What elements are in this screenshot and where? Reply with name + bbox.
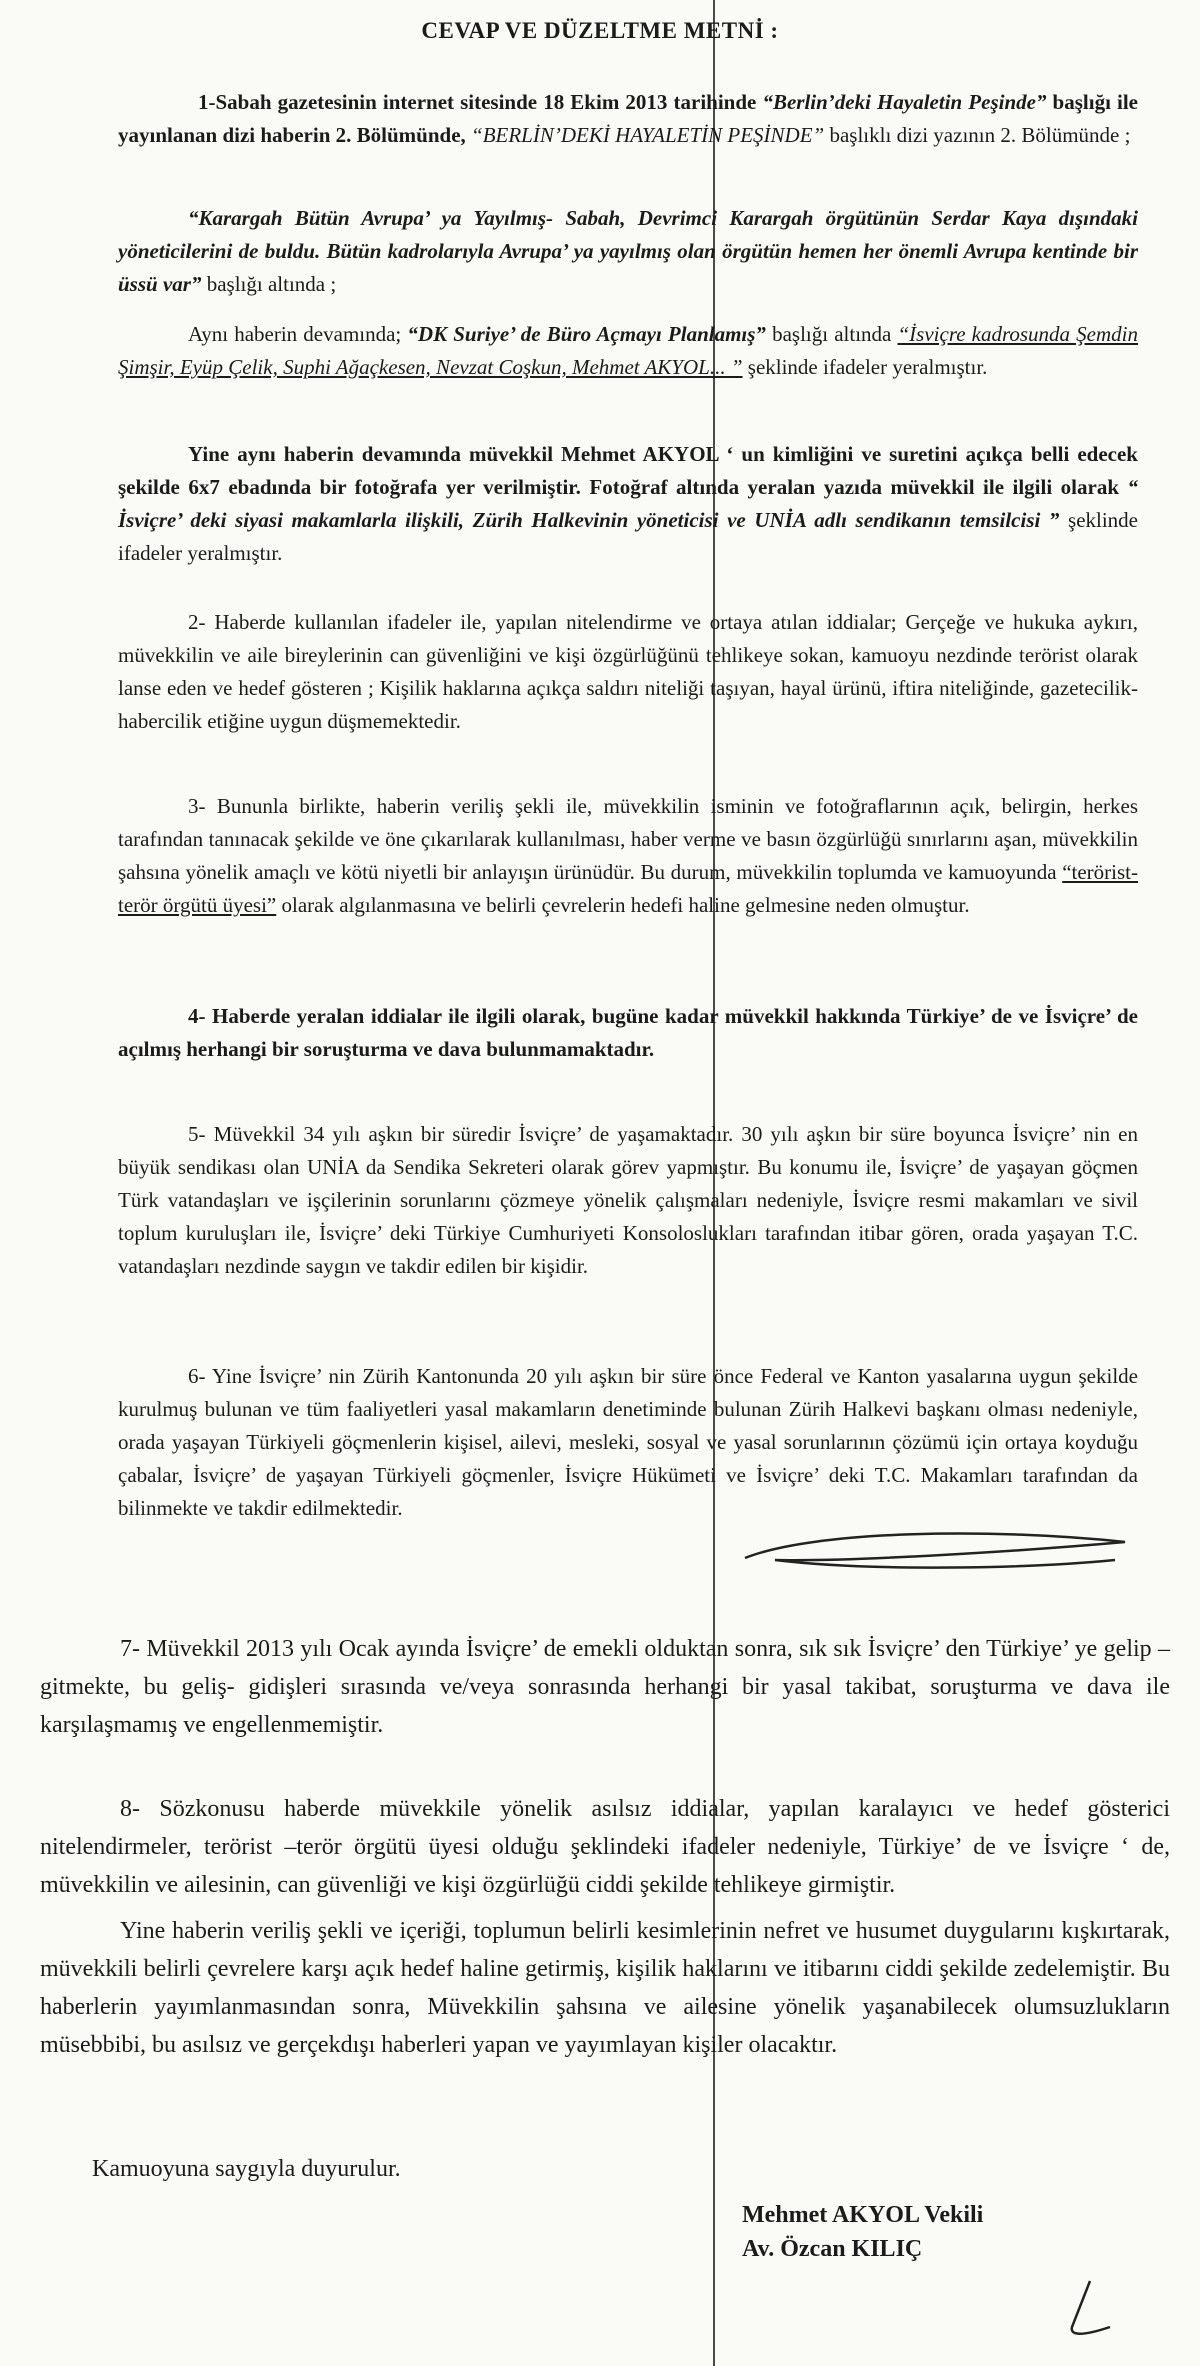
p3-text-c: olarak algılanmasına ve belirli çevrelerin hedefi haline gelmesine neden olmuştur.: [281, 893, 970, 917]
signature-scribble: [1050, 2275, 1120, 2345]
p1d-caption-quote: “ İsviçre’ deki siyasi makamlarla ilişkili, Zürih Halkevinin yöneticisi ve UNİA adlı sendikanın temsilcisi ”: [118, 475, 1138, 532]
paragraph-6: [118, 1360, 1138, 1525]
signature-line-1: Mehmet AKYOL Vekili: [742, 2202, 984, 2228]
paragraph-2: [118, 606, 1138, 738]
paragraph-1: [118, 86, 1138, 152]
p1c-subheading: “DK Suriye’ de Büro Açmayı Planlamış”: [407, 322, 766, 346]
p2-text: 2- Haberde kullanılan ifadeler ile, yapılan nitelendirme ve ortaya atılan iddialar; Gerçeğe ve hukuka aykırı, müvekkilin ve aile bireylerinin can güvenliğini ve kişi özgürlüğünü tehlikeye sokan, kamuoyu nezdinde terörist olarak lanse eden ve hedef gösteren ; Kişilik haklarına açıkça saldırı niteliği taşıyan, hayal ürünü, iftira niteliğinde, gazetecilik-habercilik etiğine uygun düşmemektedir.: [118, 610, 1138, 733]
p1-text-a: 1-Sabah gazetesinin internet sitesinde 18 Ekim 2013 tarihinde: [198, 90, 757, 114]
p1c-text-c: başlığı altında: [772, 322, 892, 346]
paragraph-8: [40, 1790, 1170, 1904]
p3-text-a: 3- Bununla birlikte, haberin veriliş şekli ile, müvekkilin isminin ve fotoğraflarının açık, belirgin, herkes tarafından tanınacak şekilde ve öne çıkarılarak kullanılması, haber verme ve basın özgürlüğü sınırlarını aşan, müvekkilin şahsına yönelik amaçlı ve kötü niyetli bir anlayışın ürünüdür. Bu durum, müvekkilin toplumda ve kamuoyunda: [118, 794, 1138, 884]
p1b-quote: “Karargah Bütün Avrupa’ ya Yayılmış- Sabah, Devrimci Karargah örgütünün Serdar Kaya dışındaki yöneticilerini de buldu. Bütün kadrolarıyla Avrupa’ ya yayılmış olan örgütün hemen her önemli Avrupa kentinde bir üssü var”: [118, 206, 1138, 296]
p7-text: 7- Müvekkil 2013 yılı Ocak ayında İsviçre’ de emekli olduktan sonra, sık sık İsviçre’ den Türkiye’ ye gelip – gitmekte, bu geliş- gidişleri sırasında ve/veya sonrasında herhangi bir yasal takibat, soruşturma ve dava ile karşılaşmamış ve engellenmemiştir.: [40, 1636, 1170, 1738]
p1c-text-a: Aynı haberin devamında;: [188, 322, 402, 346]
p1-text-e: başlıklı dizi yazının 2. Bölümünde ;: [829, 123, 1131, 147]
p4-text: 4- Haberde yeralan iddialar ile ilgili olarak, bugüne kadar müvekkil hakkında Türkiye’ de ve İsviçre’ de açılmış herhangi bir soruşturma ve dava bulunmamaktadır.: [118, 1004, 1138, 1061]
paragraph-9: [40, 1912, 1170, 2064]
paragraph-7: [40, 1630, 1170, 1744]
p1d-text-a: Yine aynı haberin devamında müvekkil Mehmet AKYOL ‘ un kimliğini ve suretini açıkça belli edecek şekilde 6x7 ebadında bir fotoğrafa yer verilmiştir. Fotoğraf altında yeralan yazıda müvekkil ile ilgili olarak: [118, 442, 1138, 499]
p9-text: Yine haberin veriliş şekli ve içeriği, toplumun belirli kesimlerinin nefret ve husumet duygularını kışkırtarak, müvekkili belirli çevrelere karşı açık hedef haline getirmiş, kişilik haklarını ve itibarını ciddi şekilde zedelemiştir. Bu haberlerin yayımlanmasından sonra, Müvekkilin şahsına ve ailesine yönelik yaşanabilecek olumsuzlukların müsebbibi, bu asılsız ve gerçekdışı haberleri yapan ve yayımlayan kişiler olacaktır.: [40, 1918, 1170, 2058]
signature-block: [742, 2198, 983, 2266]
p1-headline-caps: “BERLİN’DEKİ HAYALETİN PEŞİNDE”: [471, 123, 825, 147]
paragraph-1d: [118, 438, 1138, 570]
paragraph-3: [118, 790, 1138, 922]
p1-headline: “Berlin’deki Hayaletin Peşinde”: [762, 90, 1047, 114]
p1c-text-e: şeklinde ifadeler yeralmıştır.: [747, 355, 988, 379]
document-title: CEVAP VE DÜZELTME METNİ :: [421, 18, 779, 43]
p8-text: 8- Sözkonusu haberde müvekkile yönelik asılsız iddialar, yapılan karalayıcı ve hedef gösterici nitelendirmeler, terörist –terör örgütü üyesi olduğu şeklindeki ifadeler nedeniyle, Türkiye’ de ve İsviçre ‘ de, müvekkilin ve ailesinin, can güvenliği ve kişi özgürlüğü ciddi şekilde tehlikeye girmiştir.: [40, 1796, 1170, 1898]
paragraph-1c: [118, 318, 1138, 384]
initial-scribble: [735, 1520, 1135, 1580]
closing-line: Kamuoyuna saygıyla duyurulur.: [92, 2156, 401, 2182]
p1b-tail: başlığı altında ;: [206, 272, 337, 296]
paragraph-4: [118, 1000, 1138, 1066]
p1-text-c: başlığı ile yayınlanan dizi haberin 2. Bölümünde,: [118, 90, 1138, 147]
paragraph-1b: [118, 202, 1138, 301]
p3-quote: “terörist- terör örgütü üyesi”: [118, 860, 1138, 917]
p1d-text-c: şeklinde ifadeler yeralmıştır.: [118, 508, 1138, 565]
p6-text: 6- Yine İsviçre’ nin Zürih Kantonunda 20 yılı aşkın bir süre önce Federal ve Kanton yasalarına uygun şekilde kurulmuş bulunan ve tüm faaliyetleri yasal makamların denetiminde bulunan Zürih Halkevi başkanı olması nedeniyle, orada yaşayan Türkiyeli göçmenlerin kişisel, ailevi, mesleki, sosyal ve yasal sorunlarının çözümü için ortaya koyduğu çabalar, İsviçre’ de yaşayan Türkiyeli göçmenler, İsviçre Hükümeti ve İsviçre’ deki T.C. Makamları tarafından da bilinmekte ve takdir edilmektedir.: [118, 1364, 1138, 1520]
p5-text: 5- Müvekkil 34 yılı aşkın bir süredir İsviçre’ de yaşamaktadır. 30 yılı aşkın bir süre boyunca İsviçre’ nin en büyük sendikası olan UNİA da Sendika Sekreteri olarak görev yapmıştır. Bu konumu ile, İsviçre’ de yaşayan göçmen Türk vatandaşları ve işçilerinin sorunlarını çözmeye yönelik çalışmaları nedeniyle, İsviçre resmi makamları ve sivil toplum kuruluşları ile, İsviçre’ deki Türkiye Cumhuriyeti Konsoloslukları tarafından itibar gören, orada yaşayan T.C. vatandaşları nezdinde saygın ve takdir edilen bir kişidir.: [118, 1122, 1138, 1278]
signature-line-2: Av. Özcan KILIÇ: [742, 2236, 923, 2262]
paragraph-5: [118, 1118, 1138, 1283]
p1c-names: “İsviçre kadrosunda Şemdin Şimşir, Eyüp Çelik, Suphi Ağaçkesen, Nevzat Coşkun, Mehmet AKYOL... ”: [118, 322, 1139, 379]
